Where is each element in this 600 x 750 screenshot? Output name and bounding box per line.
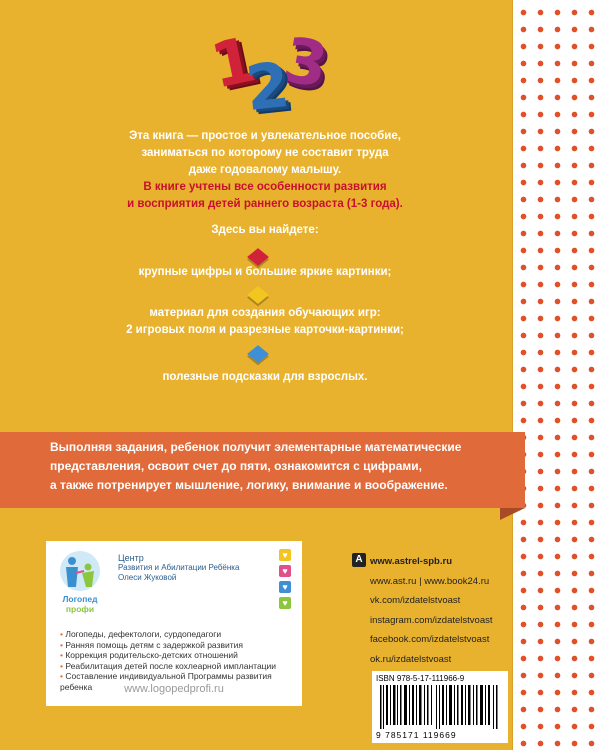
list-item: • Ранняя помощь детям с задержкой развития xyxy=(60,639,243,650)
banner-fold xyxy=(500,508,525,520)
banner-line: Выполняя задания, ребенок получит элементарные математические xyxy=(50,440,462,454)
orange-banner xyxy=(0,432,525,508)
family-logo-icon xyxy=(54,549,106,597)
feature-line: материал для создания обучающих игр: xyxy=(149,307,381,319)
heart-icon: ♥ xyxy=(279,581,291,593)
title-line: Развития и Абилитации Ребёнка xyxy=(118,563,240,572)
contact-link[interactable]: www.astrel-spb.ru xyxy=(370,556,452,567)
contact-link[interactable]: vk.com/izdatelstvoast xyxy=(370,595,461,606)
list-item: • Составление индивидуальной Программы развития ребенка xyxy=(60,671,272,692)
digits-logo xyxy=(204,22,340,138)
highlight-line: и восприятия детей раннего возраста (1-3 года). xyxy=(127,198,403,210)
feature-line: крупные цифры и большие яркие картинки; xyxy=(138,266,392,278)
digit-two: 2 xyxy=(242,47,293,126)
barcode-icon xyxy=(378,685,502,729)
logoped-ad-card xyxy=(46,541,302,706)
heart-icon: ♥ xyxy=(279,549,291,561)
isbn-text: ISBN 978-5-17-111966-9 xyxy=(376,674,465,683)
publisher-logo-icon: A xyxy=(352,553,366,567)
intro-line: заниматься по которому не составит труда xyxy=(141,147,389,159)
list-item: • Логопеды, дефектологи, сурдопедагоги xyxy=(60,629,222,639)
banner-line: а также потренирует мышление, логику, внимание и воображение. xyxy=(50,478,448,492)
find-heading: Здесь вы найдете: xyxy=(211,224,319,236)
barcode-number: 9 785171 119669 xyxy=(376,730,457,740)
digit-one: 1 xyxy=(204,22,263,103)
contact-link[interactable]: instagram.com/izdatelstvoast xyxy=(370,614,493,626)
contact-link[interactable]: www.ast.ru | www.book24.ru xyxy=(370,575,490,587)
heart-icons xyxy=(279,549,295,613)
isbn-block xyxy=(372,671,508,743)
title-line: Олеси Жуковой xyxy=(118,573,177,582)
feature-item xyxy=(110,369,420,386)
list-item: • Коррекция родительско-детских отношений xyxy=(60,650,238,660)
publisher-contacts xyxy=(370,556,520,673)
center-title xyxy=(118,553,258,583)
heart-icon: ♥ xyxy=(279,597,291,609)
contact-link[interactable]: ok.ru/izdatelstvoast xyxy=(370,653,452,665)
feature-item xyxy=(110,305,420,339)
logo-word-2: профи xyxy=(65,604,95,614)
intro-line: Эта книга — простое и увлекательное пособие, xyxy=(129,130,401,142)
digit-three: 3 xyxy=(278,22,334,103)
ad-website-link[interactable]: www.logopedprofi.ru xyxy=(124,683,224,695)
title-line: Центр xyxy=(118,553,144,563)
polka-dot-strip xyxy=(512,0,600,750)
contact-link[interactable]: facebook.com/izdatelstvoast xyxy=(370,634,490,645)
feature-line: полезные подсказки для взрослых. xyxy=(162,371,368,383)
blue-cube-icon xyxy=(247,345,269,363)
yellow-cube-icon xyxy=(247,286,269,304)
intro-line: даже годовалому малышу. xyxy=(188,164,342,176)
feature-line: 2 игровых поля и разрезные карточки-картинки; xyxy=(126,324,404,336)
list-item: • Реабилитация детей после кохлеарной имплантации xyxy=(60,660,277,671)
highlight-line: В книге учтены все особенности развития xyxy=(143,181,387,193)
feature-item xyxy=(110,264,420,281)
intro-text xyxy=(110,128,420,213)
banner-line: представления, освоит счет до пяти, ознакомится с цифрами, xyxy=(50,459,422,473)
logo-wordmark xyxy=(50,594,110,614)
logo-word-1: Логопед xyxy=(62,594,98,604)
heart-icon: ♥ xyxy=(279,565,291,577)
